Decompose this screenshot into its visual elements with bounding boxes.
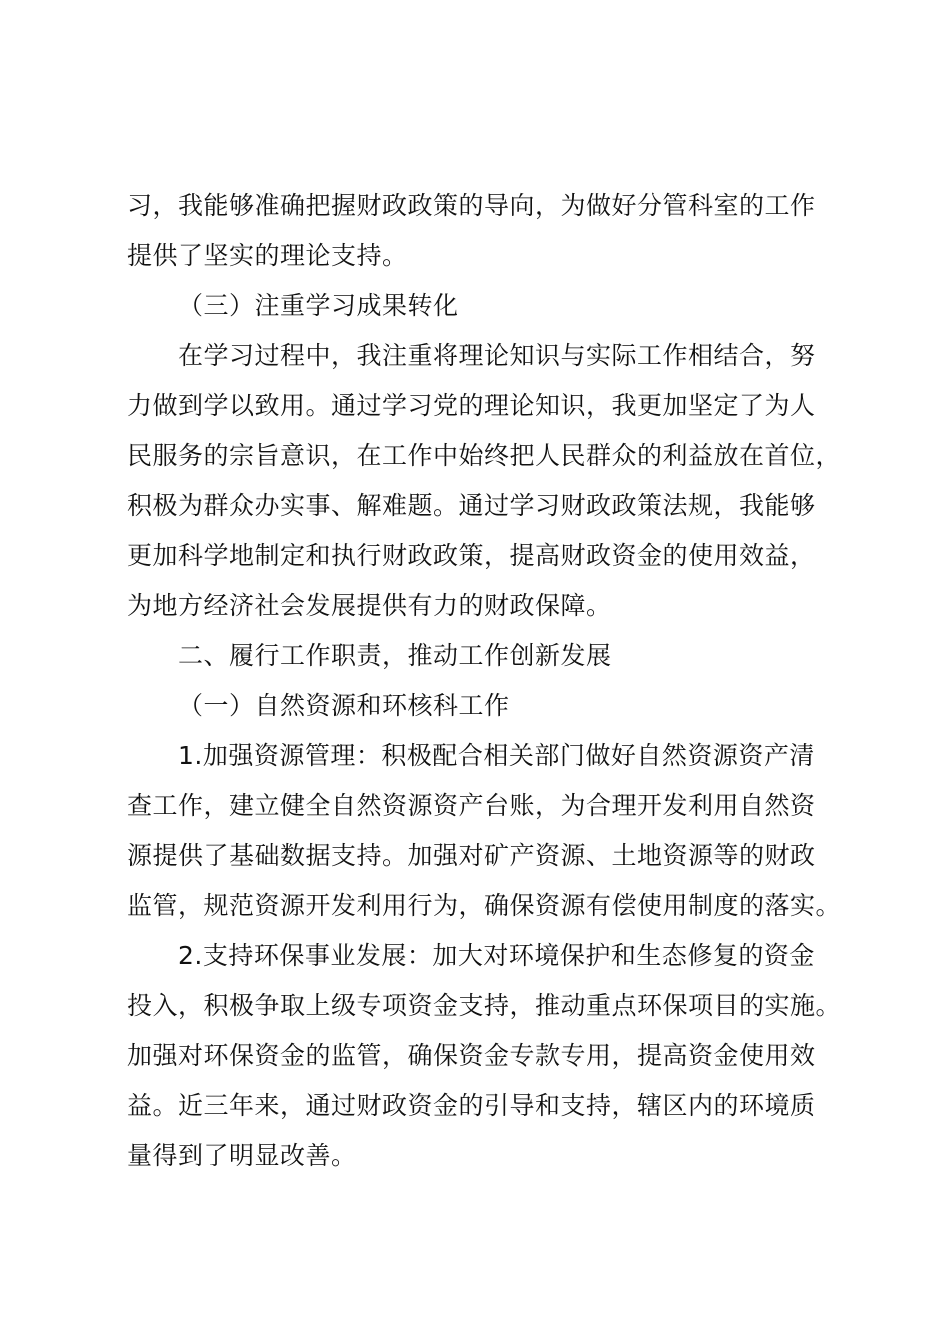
subheading-1: [127, 681, 862, 731]
section-heading-2: [127, 631, 862, 681]
text-line: 监管，规范资源开发利用行为，确保资源有偿使用制度的落实。: [127, 891, 842, 920]
text-line: 在学习过程中，我注重将理论知识与实际工作相结合，努: [178, 341, 816, 370]
paragraph-item-1: [127, 731, 862, 931]
paragraph-continuation: [127, 181, 862, 281]
text-line: 民服务的宗旨意识，在工作中始终把人民群众的利益放在首位，: [127, 441, 842, 470]
paragraph-learning-results: [127, 331, 862, 631]
text-line: 查工作，建立健全自然资源资产台账，为合理开发利用自然资: [127, 791, 816, 820]
text-line: 习，我能够准确把握财政政策的导向，为做好分管科室的工作: [127, 191, 816, 220]
text-line: 为地方经济社会发展提供有力的财政保障。: [127, 591, 612, 620]
text-line: 更加科学地制定和执行财政政策，提高财政资金的使用效益，: [127, 541, 816, 570]
paragraph-item-2: [127, 931, 862, 1181]
document-page: [127, 181, 862, 1181]
subheading-3: [127, 281, 862, 331]
text-line: 量得到了明显改善。: [127, 1141, 357, 1170]
text-line: 投入，积极争取上级专项资金支持，推动重点环保项目的实施。: [127, 991, 842, 1020]
text-line: 2.支持环保事业发展：加大对环境保护和生态修复的资金: [178, 941, 815, 970]
text-line: 力做到学以致用。通过学习党的理论知识，我更加坚定了为人: [127, 391, 816, 420]
text-line: 源提供了基础数据支持。加强对矿产资源、土地资源等的财政: [127, 841, 816, 870]
text-line: 加强对环保资金的监管，确保资金专款专用，提高资金使用效: [127, 1041, 816, 1070]
subheading-text: （三）注重学习成果转化: [178, 291, 459, 320]
text-line: 1.加强资源管理：积极配合相关部门做好自然资源资产清: [178, 741, 815, 770]
section-heading-text: 二、履行工作职责，推动工作创新发展: [178, 641, 612, 670]
text-line: 益。近三年来，通过财政资金的引导和支持，辖区内的环境质: [127, 1091, 816, 1120]
subheading-text: （一）自然资源和环核科工作: [178, 691, 510, 720]
text-line: 积极为群众办实事、解难题。通过学习财政政策法规，我能够: [127, 491, 816, 520]
text-line: 提供了坚实的理论支持。: [127, 241, 408, 270]
